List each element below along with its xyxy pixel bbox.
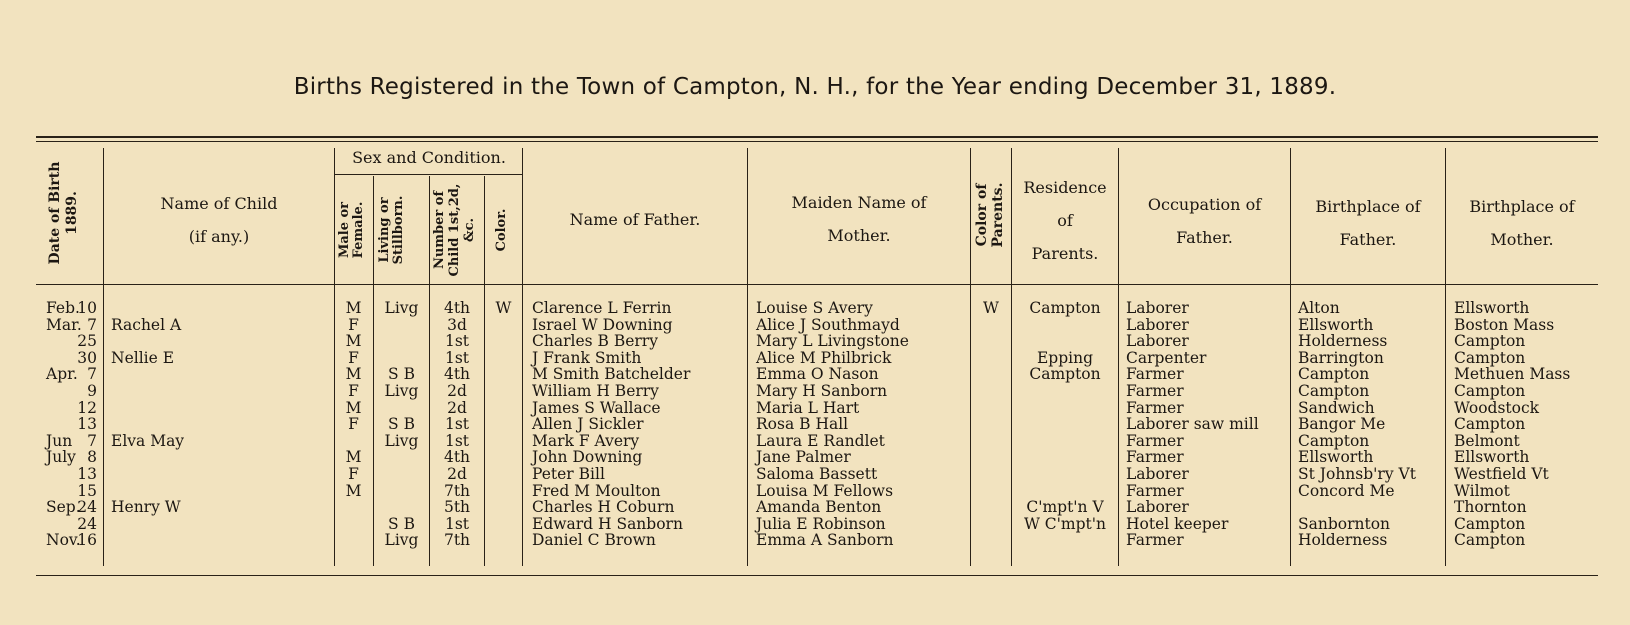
cell-month: [46, 516, 74, 533]
cell-bp-father: Bangor Me: [1298, 415, 1386, 434]
cell-sex: F: [348, 348, 359, 367]
cell-number: 7th: [443, 531, 471, 550]
cell-bp-father: Concord Me: [1298, 481, 1395, 500]
cell-month: [46, 416, 74, 433]
cell-child-name: [111, 466, 331, 483]
cell-color: [485, 466, 522, 483]
cell-bp-father: Sanbornton: [1298, 514, 1391, 533]
cell-day: 13: [77, 415, 97, 434]
cell-bp-mother: Thornton: [1454, 498, 1527, 517]
cell-father-name: Allen J Sickler: [532, 415, 644, 434]
header-sex: Male or Female.: [337, 201, 366, 259]
cell-month: [46, 483, 74, 500]
sex-condition-rule: [334, 174, 522, 175]
cell-occupation: Farmer: [1126, 381, 1184, 400]
cell-child-name: [111, 516, 331, 533]
cell-number: 4th: [443, 365, 471, 384]
header-child-line1: Name of Child: [160, 194, 278, 213]
column-bp-mother: [1454, 300, 1598, 549]
cell-residence: C'mpt'n V: [1026, 498, 1104, 517]
cell-living: [374, 400, 429, 417]
header-color: Color.: [494, 208, 509, 252]
column-residence: [1012, 300, 1118, 549]
cell-parents-color: W: [983, 299, 999, 317]
cell-color: [485, 366, 522, 383]
cell-month: [46, 400, 74, 417]
cell-occupation: Carpenter: [1126, 348, 1207, 367]
column-day: [74, 300, 97, 549]
cell-color: [485, 449, 522, 466]
column-occupation: [1126, 300, 1289, 549]
cell-number: 1st: [444, 514, 470, 533]
cell-occupation: Laborer saw mill: [1126, 415, 1259, 434]
header-bp-father-line1: Birthplace of: [1315, 197, 1421, 216]
cell-occupation: Laborer: [1126, 315, 1189, 334]
cell-color: W: [495, 299, 512, 317]
cell-bp-mother: Belmont: [1454, 431, 1520, 450]
cell-father-name: Edward H Sanborn: [532, 514, 683, 533]
header-child: [104, 187, 334, 253]
column-month: [46, 299, 82, 550]
header-bp-mother: [1446, 190, 1598, 256]
cell-mother-name: Louisa M Fellows: [756, 481, 894, 500]
cell-living: [374, 449, 429, 466]
cell-child-name: Henry W: [111, 498, 181, 517]
cell-day: 15: [77, 481, 97, 500]
cell-father-name: J Frank Smith: [532, 348, 642, 367]
header-bp-mother-line2: Mother.: [1490, 230, 1554, 249]
cell-occupation: Farmer: [1126, 365, 1184, 384]
cell-mother-name: Saloma Bassett: [756, 464, 878, 483]
cell-residence: [1012, 532, 1118, 549]
cell-parents-color: [971, 333, 1011, 350]
cell-child-name: [111, 300, 331, 317]
cell-father-name: Fred M Moulton: [532, 481, 661, 500]
cell-bp-mother: Campton: [1454, 531, 1526, 550]
cell-father-name: Charles H Coburn: [532, 498, 675, 517]
cell-parents-color: [971, 383, 1011, 400]
cell-bp-mother: Campton: [1454, 415, 1526, 434]
cell-living: S B: [388, 514, 415, 533]
cell-color: [485, 416, 522, 433]
column-father: [532, 300, 746, 549]
cell-day: 24: [77, 498, 97, 517]
cell-living: [374, 317, 429, 334]
cell-bp-mother: Westfield Vt: [1454, 464, 1549, 483]
cell-number: 1st: [444, 332, 470, 351]
cell-child-name: [111, 333, 331, 350]
cell-bp-father: Barrington: [1298, 348, 1384, 367]
cell-child-name: Rachel A: [111, 315, 182, 334]
cell-day: 12: [77, 398, 97, 417]
cell-sex: M: [345, 299, 362, 317]
cell-day: 25: [77, 332, 97, 351]
cell-bp-mother: Wilmot: [1454, 481, 1510, 500]
header-mother-line2: Mother.: [827, 226, 891, 245]
cell-residence: [1012, 416, 1118, 433]
cell-sex: M: [345, 398, 362, 417]
cell-bp-father: Holderness: [1298, 332, 1388, 351]
cell-father-name: Charles B Berry: [532, 332, 658, 351]
cell-day: 30: [77, 348, 97, 367]
column-bp-father: [1298, 300, 1444, 549]
cell-residence: Campton: [1029, 299, 1101, 317]
cell-bp-mother: Campton: [1454, 348, 1526, 367]
header-sex-condition: Sex and Condition.: [352, 148, 506, 167]
cell-color: [485, 433, 522, 450]
cell-bp-mother: Campton: [1454, 332, 1526, 351]
cell-mother-name: Emma A Sanborn: [756, 531, 894, 550]
cell-number: 1st: [444, 348, 470, 367]
cell-mother-name: Maria L Hart: [756, 398, 860, 417]
cell-sex: [334, 499, 373, 516]
cell-occupation: Laborer: [1126, 332, 1189, 351]
cell-day: 7: [87, 315, 97, 334]
header-occupation: [1119, 188, 1290, 254]
header-mother: [748, 186, 970, 252]
cell-month: Sep.: [46, 498, 81, 517]
cell-father-name: William H Berry: [532, 381, 659, 400]
cell-sex: [334, 433, 373, 450]
cell-living: Livg: [384, 531, 419, 550]
cell-number: 5th: [443, 498, 471, 517]
cell-day: 16: [77, 531, 97, 550]
cell-sex: M: [345, 365, 362, 384]
column-sex: [334, 300, 373, 549]
cell-bp-father: St Johnsb'ry Vt: [1298, 464, 1416, 483]
cell-day: 24: [77, 514, 97, 533]
cell-mother-name: Mary H Sanborn: [756, 381, 888, 400]
cell-parents-color: [971, 499, 1011, 516]
cell-father-name: John Downing: [532, 448, 643, 467]
cell-day: 13: [77, 464, 97, 483]
cell-residence: [1012, 383, 1118, 400]
cell-residence: W C'mpt'n: [1023, 514, 1107, 533]
cell-living: Livg: [384, 299, 419, 317]
cell-parents-color: [971, 350, 1011, 367]
cell-number: 1st: [444, 415, 470, 434]
cell-living: [374, 350, 429, 367]
header-bp-father: [1291, 190, 1445, 256]
cell-mother-name: Alice J Southmayd: [756, 315, 900, 334]
cell-mother-name: Laura E Randlet: [756, 431, 885, 450]
cell-mother-name: Amanda Benton: [756, 498, 882, 517]
cell-occupation: Farmer: [1126, 481, 1184, 500]
cell-residence: [1012, 449, 1118, 466]
cell-living: [374, 466, 429, 483]
cell-color: [485, 333, 522, 350]
cell-color: [485, 317, 522, 334]
cell-child-name: [111, 532, 331, 549]
cell-occupation: Laborer: [1126, 498, 1189, 517]
page-title: Births Registered in the Town of Campton, N. H., for the Year ending December 31, 1889.: [293, 74, 1337, 100]
cell-number: 4th: [443, 299, 471, 317]
cell-bp-mother: Woodstock: [1454, 398, 1540, 417]
header-residence-line1: Residence: [1023, 178, 1107, 197]
cell-mother-name: Louise S Avery: [756, 299, 873, 317]
top-rule-thin: [36, 141, 1598, 142]
cell-number: 2d: [447, 398, 467, 417]
cell-father-name: M Smith Batchelder: [532, 365, 691, 384]
cell-father-name: Daniel C Brown: [532, 531, 656, 550]
cell-day: 7: [87, 431, 97, 450]
cell-child-name: Nellie E: [111, 348, 175, 367]
cell-father-name: James S Wallace: [532, 398, 661, 417]
cell-sex: M: [345, 332, 362, 351]
header-bottom-rule: [36, 284, 1598, 285]
column-number: [430, 300, 484, 549]
header-occupation-line1: Occupation of: [1147, 195, 1262, 214]
cell-sex: M: [345, 481, 362, 500]
cell-occupation: Laborer: [1126, 299, 1189, 317]
cell-residence: Campton: [1029, 365, 1101, 384]
cell-occupation: Farmer: [1126, 448, 1184, 467]
cell-bp-father: Campton: [1298, 365, 1370, 384]
cell-residence: [1012, 483, 1118, 500]
column-mother: [756, 300, 968, 549]
cell-parents-color: [971, 449, 1011, 466]
cell-number: 2d: [447, 381, 467, 400]
cell-bp-father: Sandwich: [1298, 398, 1375, 417]
header-living: Living or Stillborn.: [377, 195, 406, 265]
cell-living: [374, 499, 429, 516]
header-bp-mother-line1: Birthplace of: [1469, 197, 1575, 216]
cell-occupation: Farmer: [1126, 531, 1184, 550]
cell-color: [485, 532, 522, 549]
cell-child-name: [111, 400, 331, 417]
cell-bp-father: Ellsworth: [1298, 448, 1374, 467]
cell-occupation: Farmer: [1126, 431, 1184, 450]
cell-father-name: Israel W Downing: [532, 315, 673, 334]
cell-parents-color: [971, 466, 1011, 483]
cell-color: [485, 516, 522, 533]
cell-day: 8: [87, 448, 97, 467]
cell-month: Mar.: [46, 315, 82, 334]
cell-parents-color: [971, 317, 1011, 334]
cell-number: 4th: [443, 448, 471, 467]
cell-child-name: [111, 416, 331, 433]
cell-bp-mother: Ellsworth: [1454, 299, 1530, 317]
cell-month: Feb.: [46, 299, 80, 317]
header-date: Date of Birth 1889.: [47, 161, 80, 265]
cell-sex: F: [348, 464, 359, 483]
cell-bp-mother: Ellsworth: [1454, 448, 1530, 467]
cell-father-name: Mark F Avery: [532, 431, 640, 450]
header-occupation-line2: Father.: [1176, 228, 1233, 247]
header-residence: [1012, 171, 1118, 270]
column-living: [374, 300, 429, 549]
cell-parents-color: [971, 433, 1011, 450]
cell-number: 1st: [444, 431, 470, 450]
cell-day: 9: [87, 381, 97, 400]
cell-living: Livg: [384, 381, 419, 400]
column-color: [485, 300, 522, 549]
cell-number: 2d: [447, 464, 467, 483]
cell-child-name: [111, 366, 331, 383]
cell-father-name: Clarence L Ferrin: [532, 299, 672, 317]
cell-mother-name: Alice M Philbrick: [756, 348, 892, 367]
cell-month: July: [46, 448, 76, 467]
cell-bp-mother: Boston Mass: [1454, 315, 1555, 334]
column-child-name: [111, 300, 331, 549]
cell-mother-name: Rosa B Hall: [756, 415, 849, 434]
cell-number: 3d: [447, 315, 467, 334]
cell-child-name: Elva May: [111, 431, 185, 450]
header-parents-color: Color of Parents.: [974, 182, 1006, 248]
cell-living: S B: [388, 365, 415, 384]
cell-sex: F: [348, 415, 359, 434]
cell-mother-name: Jane Palmer: [756, 448, 851, 467]
cell-residence: [1012, 466, 1118, 483]
cell-mother-name: Mary L Livingstone: [756, 332, 909, 351]
cell-month: [46, 466, 74, 483]
cell-parents-color: [971, 532, 1011, 549]
cell-sex: [334, 532, 373, 549]
cell-bp-mother: Campton: [1454, 514, 1526, 533]
cell-residence: [1012, 400, 1118, 417]
header-mother-line1: Maiden Name of: [791, 193, 927, 212]
cell-living: [374, 483, 429, 500]
cell-child-name: [111, 383, 331, 400]
cell-parents-color: [971, 416, 1011, 433]
bottom-rule: [36, 575, 1598, 576]
header-child-line2: (if any.): [188, 227, 250, 246]
cell-month: Nov.: [46, 531, 81, 550]
cell-sex: [334, 516, 373, 533]
cell-residence: [1012, 333, 1118, 350]
cell-occupation: Laborer: [1126, 464, 1189, 483]
cell-color: [485, 400, 522, 417]
cell-bp-father: Campton: [1298, 431, 1370, 450]
cell-bp-mother: Methuen Mass: [1454, 365, 1571, 384]
cell-parents-color: [971, 483, 1011, 500]
cell-parents-color: [971, 516, 1011, 533]
cell-residence: [1012, 317, 1118, 334]
cell-month: [46, 333, 74, 350]
cell-residence: Epping: [1036, 348, 1094, 367]
cell-mother-name: Julia E Robinson: [756, 514, 886, 533]
cell-child-name: [111, 449, 331, 466]
cell-month: [46, 350, 74, 367]
cell-sex: F: [348, 381, 359, 400]
column-parents-color: [971, 300, 1011, 549]
cell-color: [485, 350, 522, 367]
cell-sex: F: [348, 315, 359, 334]
cell-bp-father: Holderness: [1298, 531, 1388, 550]
cell-parents-color: [971, 366, 1011, 383]
header-residence-line2: of: [1057, 211, 1073, 230]
cell-mother-name: Emma O Nason: [756, 365, 879, 384]
header-father: Name of Father.: [569, 210, 701, 229]
cell-living: S B: [388, 415, 415, 434]
cell-living: [374, 333, 429, 350]
header-number: Number of Child 1st,2d, &c.: [432, 183, 477, 277]
header-bp-father-line2: Father.: [1339, 230, 1397, 249]
cell-father-name: Peter Bill: [532, 464, 605, 483]
cell-day: 10: [77, 299, 97, 317]
header-residence-line3: Parents.: [1031, 244, 1099, 263]
cell-child-name: [111, 483, 331, 500]
cell-parents-color: [971, 400, 1011, 417]
cell-day: 7: [87, 365, 97, 384]
cell-sex: M: [345, 448, 362, 467]
cell-bp-father: Ellsworth: [1298, 315, 1374, 334]
cell-color: [485, 383, 522, 400]
cell-month: Apr.: [46, 365, 78, 384]
cell-occupation: Hotel keeper: [1126, 514, 1229, 533]
cell-color: [485, 499, 522, 516]
cell-month: Jun: [46, 431, 73, 450]
cell-month: [46, 383, 74, 400]
cell-bp-mother: Campton: [1454, 381, 1526, 400]
cell-bp-father: Alton: [1298, 299, 1340, 317]
cell-residence: [1012, 433, 1118, 450]
cell-number: 7th: [443, 481, 471, 500]
cell-bp-father: Campton: [1298, 381, 1370, 400]
cell-color: [485, 483, 522, 500]
cell-bp-father: [1298, 499, 1444, 516]
cell-living: Livg: [384, 431, 419, 450]
top-rule: [36, 136, 1598, 138]
cell-occupation: Farmer: [1126, 398, 1184, 417]
